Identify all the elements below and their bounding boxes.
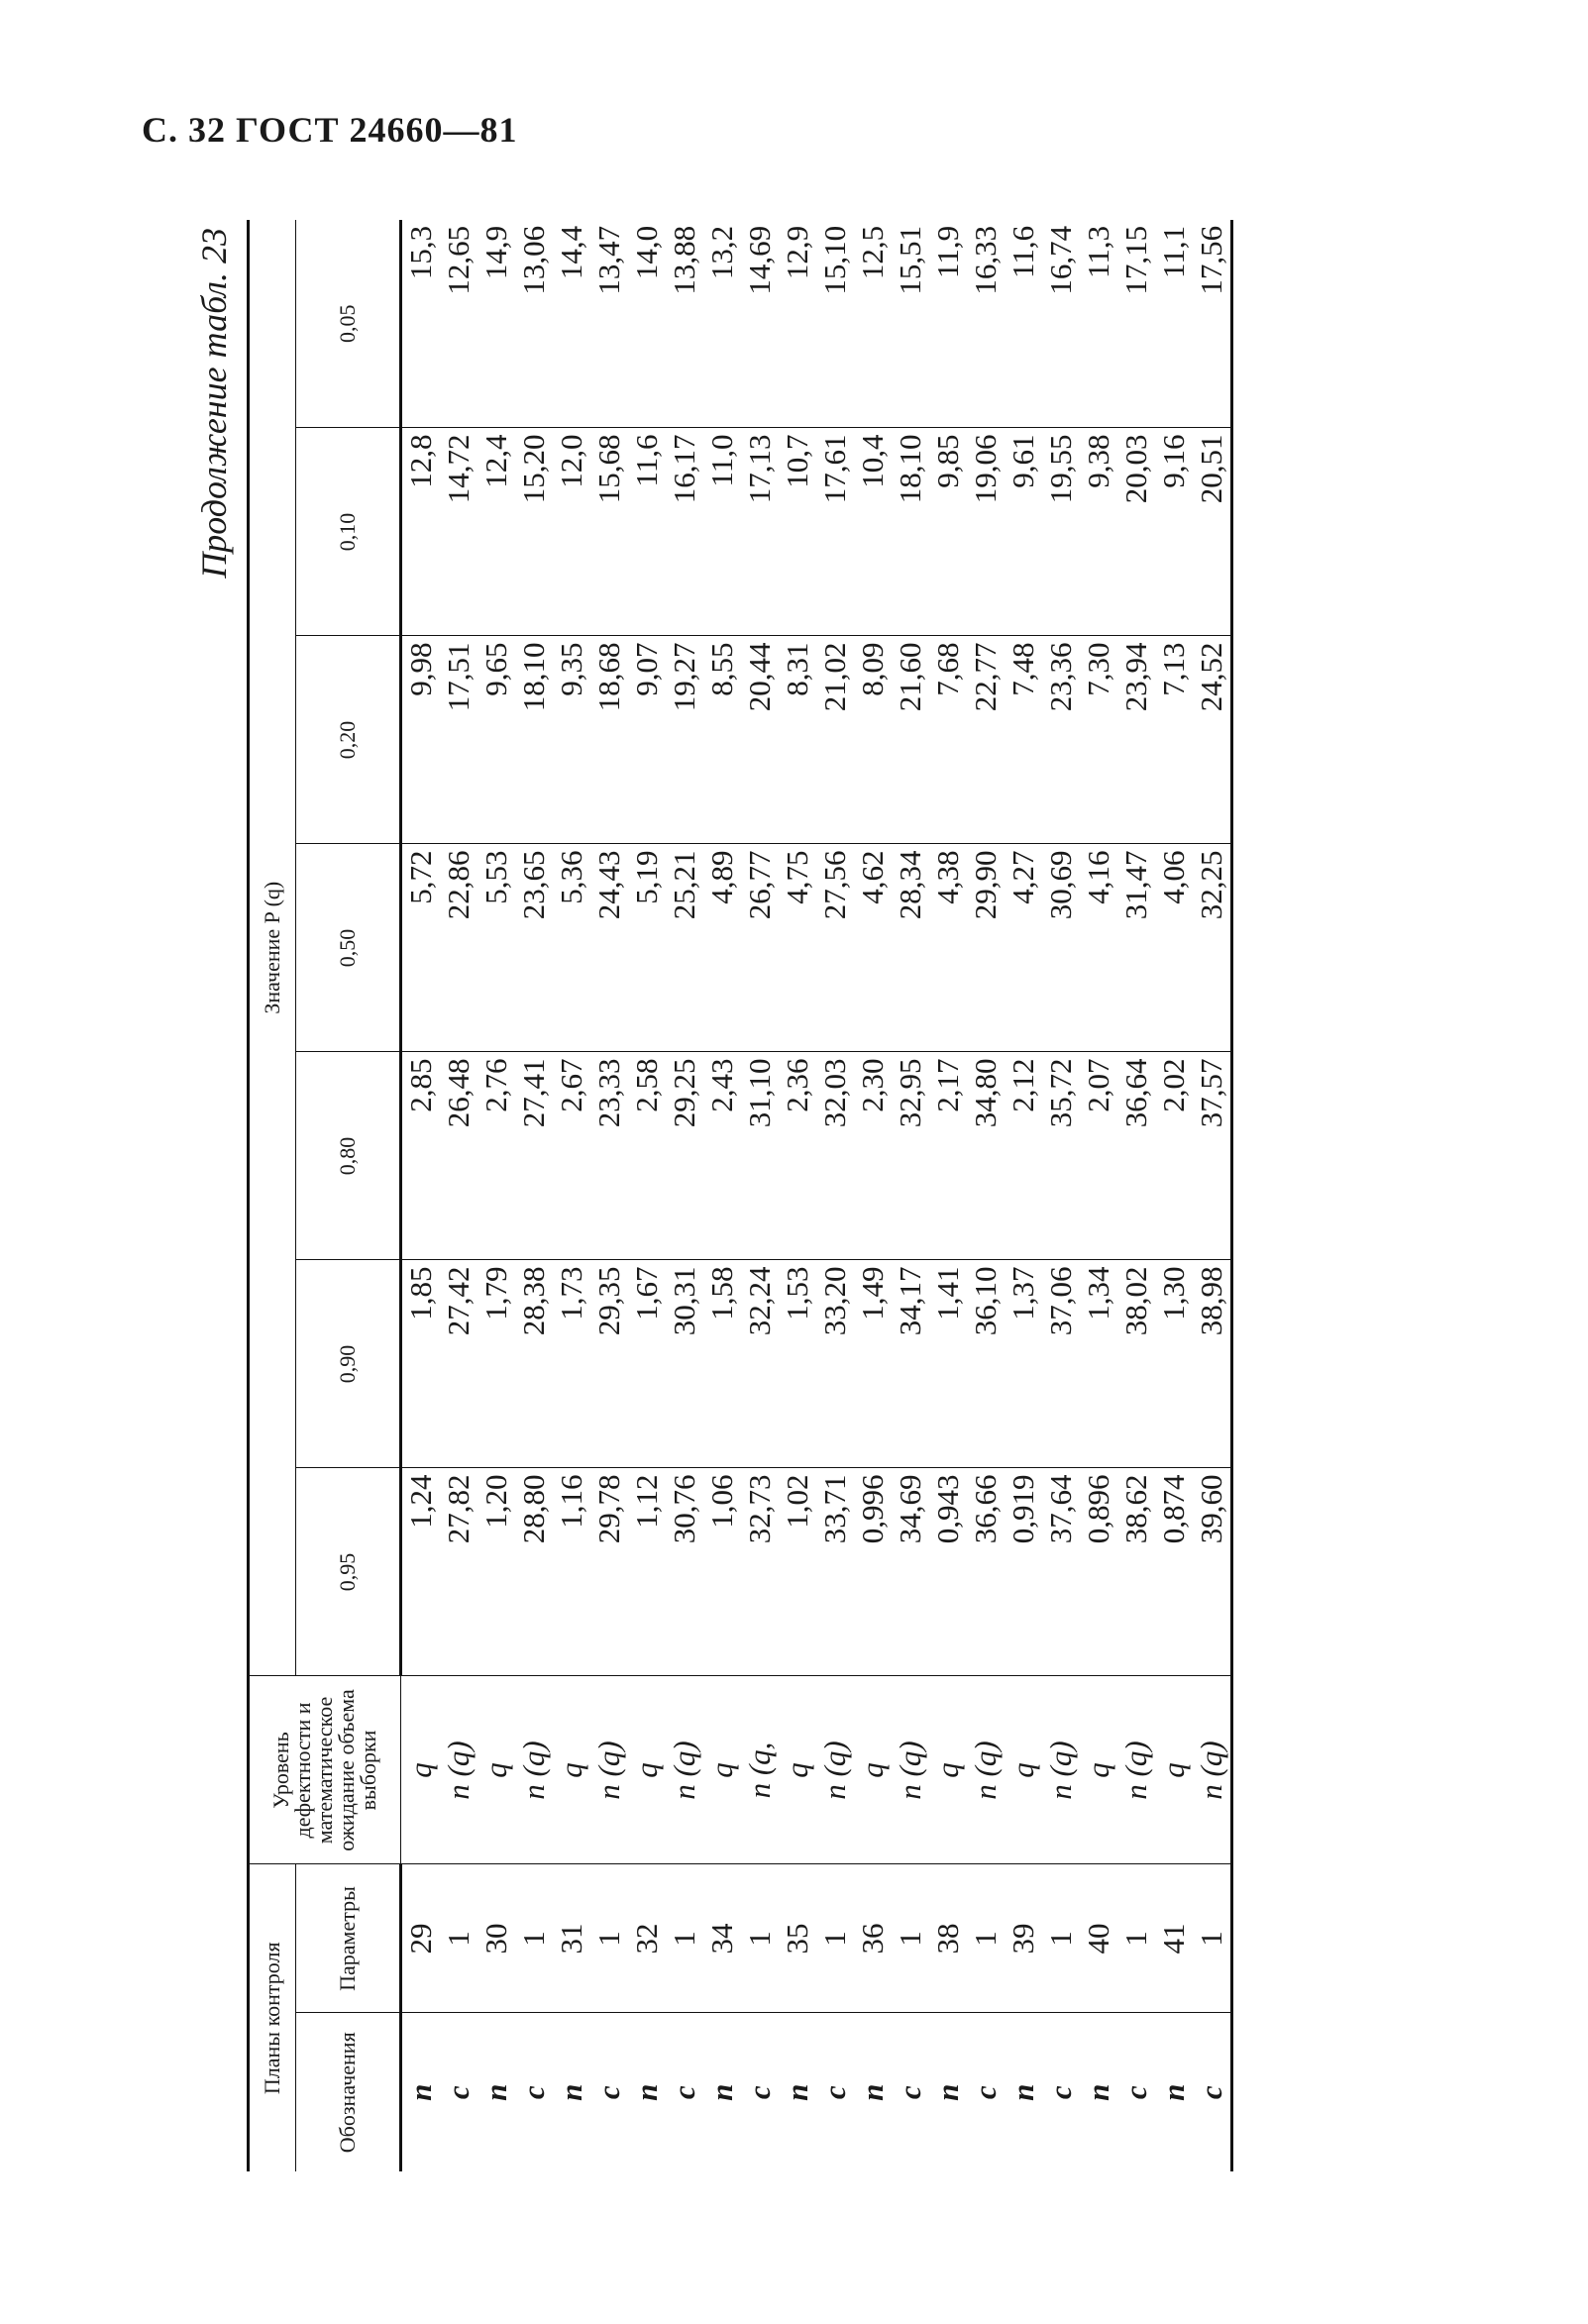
value-cell: 13,88 xyxy=(666,220,703,428)
parameter-cell: 1 xyxy=(590,1864,628,2013)
value-cell: 4,89 xyxy=(703,844,741,1052)
value-cell: 2,85 xyxy=(401,1052,441,1260)
designation-cell: n xyxy=(403,2083,438,2101)
value-cell: 1,53 xyxy=(779,1260,816,1468)
designation-cell: n xyxy=(1156,2083,1191,2101)
table-row xyxy=(401,220,441,2171)
value-cell: 27,42 xyxy=(440,1260,477,1468)
value-cell: 4,62 xyxy=(854,844,892,1052)
level-cell: q xyxy=(1005,1676,1042,1864)
designation-cell: c xyxy=(742,2085,777,2100)
value-cell: 12,4 xyxy=(477,428,515,636)
value-cell: 1,12 xyxy=(628,1468,666,1676)
parameter-cell: 39 xyxy=(1005,1864,1042,2013)
table-row xyxy=(1042,220,1080,2171)
value-cell: 7,30 xyxy=(1080,636,1117,844)
value-cell: 9,38 xyxy=(1080,428,1117,636)
value-cell: 31,10 xyxy=(741,1052,779,1260)
table-row xyxy=(929,220,967,2171)
value-cell: 8,09 xyxy=(854,636,892,844)
designation-cell: n xyxy=(1081,2083,1115,2101)
header-plans: Планы контроля xyxy=(249,1864,296,2171)
value-cell: 34,17 xyxy=(892,1260,929,1468)
header-p-005: 0,05 xyxy=(296,220,401,428)
rotated-table-area xyxy=(193,220,1575,2171)
value-cell: 28,34 xyxy=(892,844,929,1052)
designation-cell: c xyxy=(1043,2085,1078,2100)
value-cell: 2,76 xyxy=(477,1052,515,1260)
value-cell: 27,41 xyxy=(515,1052,553,1260)
parameter-cell: 1 xyxy=(440,1864,477,2013)
value-cell: 5,53 xyxy=(477,844,515,1052)
designation-cell: n xyxy=(930,2083,965,2101)
parameter-cell: 38 xyxy=(929,1864,967,2013)
value-cell: 9,07 xyxy=(628,636,666,844)
value-cell: 19,06 xyxy=(967,428,1005,636)
value-cell: 14,69 xyxy=(741,220,779,428)
value-cell: 1,49 xyxy=(854,1260,892,1468)
table-row xyxy=(741,220,779,2171)
value-cell: 15,10 xyxy=(816,220,854,428)
value-cell: 34,69 xyxy=(892,1468,929,1676)
value-cell: 37,57 xyxy=(1193,1052,1232,1260)
value-cell: 9,16 xyxy=(1155,428,1193,636)
parameter-cell: 29 xyxy=(401,1864,441,2013)
header-p-050: 0,50 xyxy=(296,844,401,1052)
designation-cell: c xyxy=(667,2085,701,2100)
level-cell: n (q) xyxy=(515,1676,553,1864)
table-row xyxy=(1117,220,1155,2171)
value-cell: 0,874 xyxy=(1155,1468,1193,1676)
table-row xyxy=(703,220,741,2171)
table-row xyxy=(1080,220,1117,2171)
value-cell: 1,37 xyxy=(1005,1260,1042,1468)
value-cell: 13,06 xyxy=(515,220,553,428)
value-cell: 19,27 xyxy=(666,636,703,844)
value-cell: 1,73 xyxy=(553,1260,590,1468)
value-cell: 2,12 xyxy=(1005,1052,1042,1260)
parameter-cell: 1 xyxy=(816,1864,854,2013)
value-cell: 9,65 xyxy=(477,636,515,844)
value-cell: 12,5 xyxy=(854,220,892,428)
value-cell: 12,0 xyxy=(553,428,590,636)
level-cell: q xyxy=(628,1676,666,1864)
value-cell: 4,38 xyxy=(929,844,967,1052)
table-row xyxy=(1155,220,1193,2171)
value-cell: 1,79 xyxy=(477,1260,515,1468)
value-cell: 2,30 xyxy=(854,1052,892,1260)
table-row xyxy=(477,220,515,2171)
value-cell: 24,52 xyxy=(1193,636,1232,844)
value-cell: 2,43 xyxy=(703,1052,741,1260)
level-cell: q xyxy=(929,1676,967,1864)
value-cell: 2,02 xyxy=(1155,1052,1193,1260)
value-cell: 1,20 xyxy=(477,1468,515,1676)
value-cell: 1,85 xyxy=(401,1260,441,1468)
value-cell: 32,03 xyxy=(816,1052,854,1260)
value-cell: 15,3 xyxy=(401,220,441,428)
value-cell: 11,9 xyxy=(929,220,967,428)
header-p-020: 0,20 xyxy=(296,636,401,844)
header-row-top xyxy=(249,220,296,2171)
value-cell: 23,65 xyxy=(515,844,553,1052)
value-cell: 22,77 xyxy=(967,636,1005,844)
table-row xyxy=(590,220,628,2171)
value-cell: 11,6 xyxy=(628,428,666,636)
parameter-cell: 1 xyxy=(1042,1864,1080,2013)
value-cell: 13,2 xyxy=(703,220,741,428)
value-cell: 32,25 xyxy=(1193,844,1232,1052)
value-cell: 35,72 xyxy=(1042,1052,1080,1260)
value-cell: 33,20 xyxy=(816,1260,854,1468)
value-cell: 4,27 xyxy=(1005,844,1042,1052)
parameter-cell: 35 xyxy=(779,1864,816,2013)
value-cell: 15,51 xyxy=(892,220,929,428)
value-cell: 21,02 xyxy=(816,636,854,844)
value-cell: 7,13 xyxy=(1155,636,1193,844)
value-cell: 7,48 xyxy=(1005,636,1042,844)
level-cell: q xyxy=(553,1676,590,1864)
value-cell: 5,72 xyxy=(401,844,441,1052)
parameter-cell: 1 xyxy=(666,1864,703,2013)
value-cell: 4,16 xyxy=(1080,844,1117,1052)
value-cell: 32,73 xyxy=(741,1468,779,1676)
value-cell: 12,65 xyxy=(440,220,477,428)
value-cell: 30,31 xyxy=(666,1260,703,1468)
value-cell: 11,3 xyxy=(1080,220,1117,428)
value-cell: 27,82 xyxy=(440,1468,477,1676)
header-p-090: 0,90 xyxy=(296,1260,401,1468)
value-cell: 36,10 xyxy=(967,1260,1005,1468)
value-cell: 33,71 xyxy=(816,1468,854,1676)
value-cell: 20,51 xyxy=(1193,428,1232,636)
page-header: С. 32 ГОСТ 24660—81 xyxy=(142,110,518,150)
table-row xyxy=(854,220,892,2171)
value-cell: 16,17 xyxy=(666,428,703,636)
level-cell: n (q) xyxy=(816,1676,854,1864)
value-cell: 24,43 xyxy=(590,844,628,1052)
value-cell: 2,17 xyxy=(929,1052,967,1260)
value-cell: 11,1 xyxy=(1155,220,1193,428)
table-caption: Продолжение табл. 23 xyxy=(194,228,234,579)
value-cell: 17,13 xyxy=(741,428,779,636)
value-cell: 20,03 xyxy=(1117,428,1155,636)
parameter-cell: 41 xyxy=(1155,1864,1193,2013)
value-cell: 12,9 xyxy=(779,220,816,428)
value-cell: 4,06 xyxy=(1155,844,1193,1052)
value-cell: 8,55 xyxy=(703,636,741,844)
header-p-010: 0,10 xyxy=(296,428,401,636)
header-designations: Обозначения xyxy=(296,2013,401,2171)
value-cell: 28,80 xyxy=(515,1468,553,1676)
value-cell: 34,80 xyxy=(967,1052,1005,1260)
value-cell: 7,68 xyxy=(929,636,967,844)
designation-cell: c xyxy=(516,2085,551,2100)
value-cell: 27,56 xyxy=(816,844,854,1052)
value-cell: 2,07 xyxy=(1080,1052,1117,1260)
value-cell: 22,86 xyxy=(440,844,477,1052)
value-cell: 37,06 xyxy=(1042,1260,1080,1468)
table-row xyxy=(816,220,854,2171)
value-cell: 9,35 xyxy=(553,636,590,844)
level-cell: q xyxy=(779,1676,816,1864)
value-cell: 25,21 xyxy=(666,844,703,1052)
value-cell: 21,60 xyxy=(892,636,929,844)
value-cell: 28,38 xyxy=(515,1260,553,1468)
value-cell: 9,98 xyxy=(401,636,441,844)
value-cell: 36,64 xyxy=(1117,1052,1155,1260)
table-row xyxy=(440,220,477,2171)
level-cell: n (q) xyxy=(1042,1676,1080,1864)
level-cell: q xyxy=(401,1676,441,1864)
value-cell: 14,0 xyxy=(628,220,666,428)
value-cell: 23,94 xyxy=(1117,636,1155,844)
header-parameters: Параметры xyxy=(296,1864,401,2013)
value-cell: 5,19 xyxy=(628,844,666,1052)
value-cell: 30,69 xyxy=(1042,844,1080,1052)
designation-cell: c xyxy=(1193,2013,1232,2171)
header-row-bottom xyxy=(296,220,401,2171)
value-cell: 0,996 xyxy=(854,1468,892,1676)
value-cell: 1,34 xyxy=(1080,1260,1117,1468)
value-cell: 5,36 xyxy=(553,844,590,1052)
value-cell: 29,90 xyxy=(967,844,1005,1052)
value-cell: 16,74 xyxy=(1042,220,1080,428)
table-row xyxy=(1193,220,1232,2171)
level-cell: n (q, xyxy=(741,1676,779,1864)
table-row xyxy=(1005,220,1042,2171)
value-cell: 2,58 xyxy=(628,1052,666,1260)
value-cell: 2,67 xyxy=(553,1052,590,1260)
table-row xyxy=(515,220,553,2171)
value-cell: 17,61 xyxy=(816,428,854,636)
level-cell: n (q) xyxy=(892,1676,929,1864)
value-cell: 20,44 xyxy=(741,636,779,844)
designation-cell: c xyxy=(893,2085,927,2100)
value-cell: 32,95 xyxy=(892,1052,929,1260)
level-cell: n (q) xyxy=(1117,1676,1155,1864)
value-cell: 15,20 xyxy=(515,428,553,636)
value-cell: 14,9 xyxy=(477,220,515,428)
value-cell: 29,78 xyxy=(590,1468,628,1676)
parameter-cell: 1 xyxy=(967,1864,1005,2013)
value-cell: 29,35 xyxy=(590,1260,628,1468)
designation-cell: c xyxy=(817,2085,852,2100)
value-cell: 1,24 xyxy=(401,1468,441,1676)
level-cell: n (q) xyxy=(590,1676,628,1864)
value-cell: 26,77 xyxy=(741,844,779,1052)
value-cell: 0,943 xyxy=(929,1468,967,1676)
parameter-cell: 30 xyxy=(477,1864,515,2013)
value-cell: 9,61 xyxy=(1005,428,1042,636)
table-row xyxy=(666,220,703,2171)
value-cell: 37,64 xyxy=(1042,1468,1080,1676)
header-value-p: Значение P (q) xyxy=(249,220,296,1676)
level-cell: q xyxy=(1080,1676,1117,1864)
designation-cell: c xyxy=(591,2085,626,2100)
designation-cell: c xyxy=(1118,2085,1153,2100)
designation-cell: c xyxy=(441,2085,476,2100)
value-cell: 1,30 xyxy=(1155,1260,1193,1468)
designation-cell: c xyxy=(968,2085,1003,2100)
level-cell: q xyxy=(477,1676,515,1864)
value-cell: 30,76 xyxy=(666,1468,703,1676)
header-p-095: 0,95 xyxy=(296,1468,401,1676)
level-cell: n (q) xyxy=(440,1676,477,1864)
level-cell: n (q) xyxy=(1193,1676,1232,1864)
level-cell: q xyxy=(854,1676,892,1864)
value-cell: 17,51 xyxy=(440,636,477,844)
value-cell: 10,4 xyxy=(854,428,892,636)
designation-cell: n xyxy=(478,2083,513,2101)
value-cell: 18,10 xyxy=(515,636,553,844)
value-cell: 8,31 xyxy=(779,636,816,844)
value-cell: 1,02 xyxy=(779,1468,816,1676)
parameter-cell: 1 xyxy=(1193,1864,1232,2013)
parameter-cell: 31 xyxy=(553,1864,590,2013)
value-cell: 11,0 xyxy=(703,428,741,636)
value-cell: 4,75 xyxy=(779,844,816,1052)
value-cell: 38,62 xyxy=(1117,1468,1155,1676)
value-cell: 32,24 xyxy=(741,1260,779,1468)
value-cell: 16,33 xyxy=(967,220,1005,428)
value-cell: 18,10 xyxy=(892,428,929,636)
value-cell: 0,919 xyxy=(1005,1468,1042,1676)
designation-cell: n xyxy=(780,2083,814,2101)
value-cell: 14,72 xyxy=(440,428,477,636)
value-cell: 38,02 xyxy=(1117,1260,1155,1468)
value-cell: 36,66 xyxy=(967,1468,1005,1676)
table-body xyxy=(401,220,1232,2171)
value-cell: 12,8 xyxy=(401,428,441,636)
value-cell: 10,7 xyxy=(779,428,816,636)
header-p-080: 0,80 xyxy=(296,1052,401,1260)
table-row xyxy=(892,220,929,2171)
value-cell: 0,896 xyxy=(1080,1468,1117,1676)
table-row xyxy=(967,220,1005,2171)
value-cell: 14,4 xyxy=(553,220,590,428)
header-level: Уровень дефектности и математическое ожидание объема выборки xyxy=(249,1676,401,1864)
value-cell: 1,41 xyxy=(929,1260,967,1468)
designation-cell: n xyxy=(629,2083,664,2101)
parameter-cell: 1 xyxy=(892,1864,929,2013)
parameter-cell: 32 xyxy=(628,1864,666,2013)
value-cell: 31,47 xyxy=(1117,844,1155,1052)
value-cell: 38,98 xyxy=(1193,1260,1232,1468)
level-cell: n (q) xyxy=(967,1676,1005,1864)
value-cell: 23,36 xyxy=(1042,636,1080,844)
value-cell: 39,60 xyxy=(1193,1468,1232,1676)
value-cell: 26,48 xyxy=(440,1052,477,1260)
value-cell: 1,16 xyxy=(553,1468,590,1676)
value-cell: 18,68 xyxy=(590,636,628,844)
table-row xyxy=(553,220,590,2171)
level-cell: n (q) xyxy=(666,1676,703,1864)
value-cell: 17,15 xyxy=(1117,220,1155,428)
value-cell: 29,25 xyxy=(666,1052,703,1260)
value-cell: 13,47 xyxy=(590,220,628,428)
value-cell: 23,33 xyxy=(590,1052,628,1260)
parameter-cell: 1 xyxy=(1117,1864,1155,2013)
value-cell: 1,06 xyxy=(703,1468,741,1676)
value-cell: 15,68 xyxy=(590,428,628,636)
value-cell: 2,36 xyxy=(779,1052,816,1260)
table-row xyxy=(779,220,816,2171)
parameter-cell: 34 xyxy=(703,1864,741,2013)
value-cell: 19,55 xyxy=(1042,428,1080,636)
value-cell: 17,56 xyxy=(1193,220,1232,428)
designation-cell: n xyxy=(855,2083,890,2101)
value-cell: 1,58 xyxy=(703,1260,741,1468)
level-cell: q xyxy=(1155,1676,1193,1864)
parameter-cell: 1 xyxy=(515,1864,553,2013)
parameter-cell: 1 xyxy=(741,1864,779,2013)
parameter-cell: 36 xyxy=(854,1864,892,2013)
value-cell: 9,85 xyxy=(929,428,967,636)
parameter-cell: 40 xyxy=(1080,1864,1117,2013)
table-row xyxy=(628,220,666,2171)
designation-cell: n xyxy=(1006,2083,1040,2101)
designation-cell: n xyxy=(554,2083,588,2101)
designation-cell: n xyxy=(704,2083,739,2101)
value-cell: 11,6 xyxy=(1005,220,1042,428)
level-cell: q xyxy=(703,1676,741,1864)
data-table xyxy=(247,220,1233,2171)
value-cell: 1,67 xyxy=(628,1260,666,1468)
